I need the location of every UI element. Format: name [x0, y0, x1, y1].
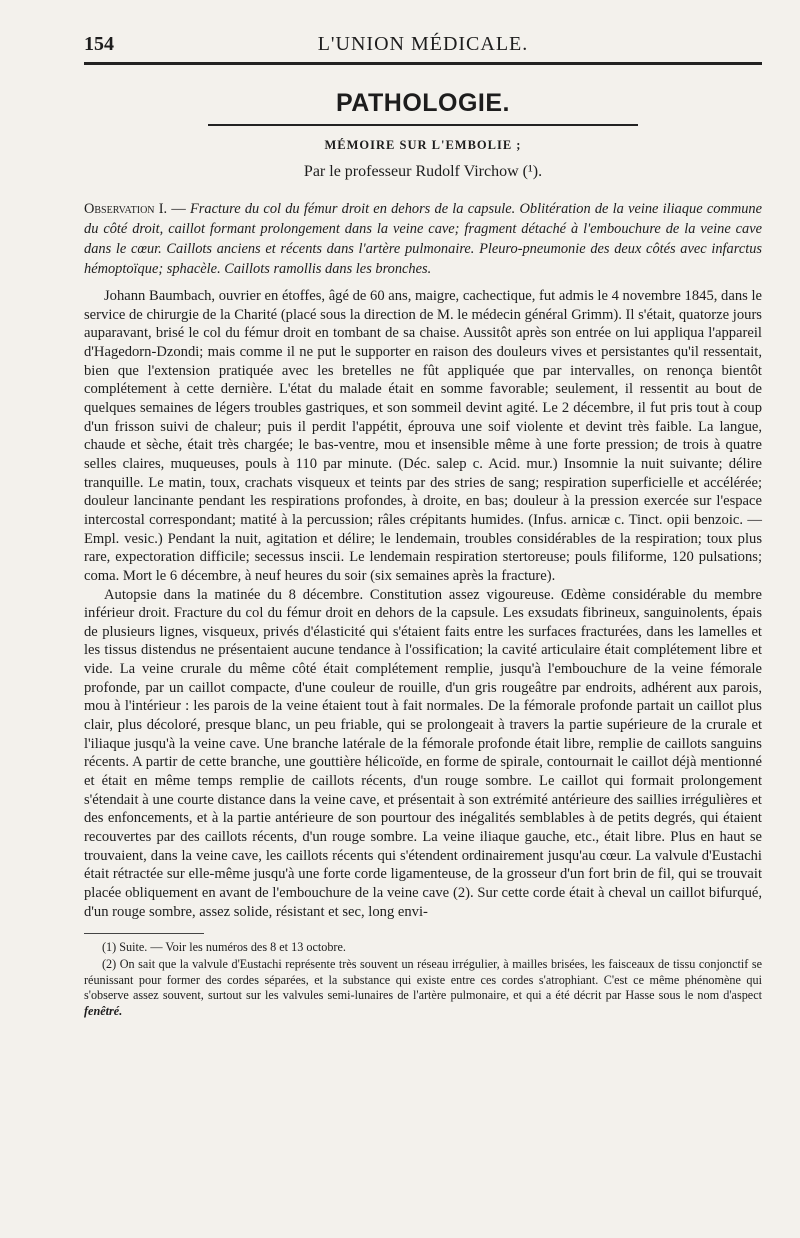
section-title: PATHOLOGIE.	[335, 89, 511, 117]
journal-title: L'UNION MÉDICALE.	[317, 33, 529, 55]
paragraph-case-history: Johann Baumbach, ouvrier en étoffes, âgé de 60 ans, maigre, cachectique, fut admis le 4 novembre 1845, dans le service de chirurgie de la Charité (placé sous la direction de M. le médecin général Grimm). Il s'était, quatorze jours auparavant, brisé le col du fémur droit en tombant de sa chaise. Aussitôt après son entrée on lui appliqua l'appareil d'Hagedorn-Dzondi; mais comme il ne put le supporter en raison des douleurs vives et persistantes qu'il ressentait, bien que l'extension pratiquée avec les bretelles ne fût appliquée que par intervalles, on renonça bientôt complétement à cette dernière. L'état du malade était en somme favorable; seulement, il ressentit au bout de quelques semaines de légers troubles gastriques, et son sommeil devint agité. Le 2 décembre, il fut pris tout à coup d'un frisson suivi de chaleur; puis il perdit l'appétit, éprouva une soif violente et devint très faible. La langue, chaude et sèche, était très chargée; le bas-ventre, mou et insensible même à une forte pression; de trois à quatre selles claires, muqueuses, pouls à 110 par minute. (Déc. salep c. Acid. mur.) Insomnie la nuit suivante; délire tranquille. Le matin, toux, crachats visqueux et teints par des stries de sang; respiration superficielle et accélérée; douleur lancinante pendant les respirations profondes, à droite, en bas; douleur à la pression exercée sur l'espace intercostal correspondant; matité à la percussion; râles crépitants humides. (Infus. arnicæ c. Tinct. opii benzoic. — Empl. vesic.) Pendant la nuit, agitation et délire; le lendemain, troubles considérables de la respiration; toux plus rare, expectoration difficile; secessus inscii. Le lendemain respiration stertoreuse; pouls filiforme, 120 pulsations; coma. Mort le 6 décembre, à neuf heures du soir (six semaines après la fracture).	[84, 288, 762, 584]
memoir-title: MÉMOIRE SUR L'EMBOLIE ;	[324, 138, 522, 152]
footnotes	[84, 940, 762, 1020]
page-number: 154	[84, 33, 114, 55]
observation-text: Fracture du col du fémur droit en dehors de la capsule. Oblitération de la veine iliaque commune du côté droit, caillot formant prolongement dans la veine cave; fragment détaché à l'embouchure de la veine cave dans le cœur. Caillots anciens et récents dans l'artère pulmonaire. Pleuro-pneumonie des deux côtés avec infarctus hémoptoïque; sphacèle. Caillots ramollis dans les bronches.	[84, 201, 762, 277]
footnote-1: (1) Suite. — Voir les numéros des 8 et 13 octobre.	[102, 940, 346, 955]
observation-summary	[84, 199, 762, 279]
footnote-2	[84, 957, 762, 1020]
observation-lead: Observation I. —	[84, 201, 186, 217]
footnote-2-term: fenêtré.	[84, 1004, 123, 1019]
footnote-rule	[84, 933, 204, 934]
running-head	[84, 0, 762, 65]
footnote-2-text: (2) On sait que la valvule d'Eustachi représente très souvent un réseau irrégulier, à mailles brisées, les faisceaux de tissu conjonctif se réunissant pour former des cordes séparées, et la substance qui existe entre ces cordes s'atrophiant. C'est ce même phénomène qui s'observe assez souvent, surtout sur les valvules semi-lunaires de l'artère pulmonaire, et qui a été décrit par Hasse sous le nom d'aspect	[84, 957, 762, 1003]
memoir-author: Par le professeur Rudolf Virchow (¹).	[303, 163, 543, 180]
title-rule	[208, 124, 638, 126]
article-body	[84, 287, 762, 921]
paragraph-autopsy: Autopsie dans la matinée du 8 décembre. Constitution assez vigoureuse. Œdème considérable du membre inférieur droit. Fracture du col du fémur droit en dehors de la capsule. Les exsudats fibrineux, sanguinolents, épais de plusieurs lignes, visqueux, privés d'élasticité qui s'étaient faits entre les surfaces fracturées, dans les lamelles et les tissus distendus ne présentaient aucune tendance à l'ossification; la cavité articulaire était complétement libre et vide. La veine crurale du même côté était complétement remplie, jusqu'à l'embouchure de la veine fémorale profonde, par un caillot compacte, d'une couleur de rouille, d'un gris rougeâtre par endroits, adhérent aux parois, mou à l'intérieur : les parois de la veine étaient tout à fait normales. De la fémorale profonde partait un caillot plus clair, plus décoloré, presque blanc, un peu friable, qui se prolongeait à travers la partie supérieure de la crurale et l'iliaque jusqu'à la veine cave. Une branche latérale de la fémorale profonde était libre, remplie de caillots sanguins récents. A partir de cette branche, une gouttière hélicoïde, en forme de spirale, contournait le caillot déjà mentionné et était en même temps remplie de caillots récents, d'un rouge sombre. Le caillot qui formait prolongement s'étendait à une courte distance dans la veine cave, et présentait à son extrémité antérieure des saillies irrégulières et des enfoncements, et à la partie antérieure de son pourtour des inégalités semblables à de petits degrés, qui étaient recouvertes par des caillots récents, d'un rouge sombre. La veine iliaque gauche, etc., était libre. Plus en haut se trouvaient, dans la veine cave, les caillots récents qui s'étendent ordinairement jusqu'au cœur. La valvule d'Eustachi était rétractée sur elle-même jusqu'à une forte corde ligamenteuse, de la grosseur d'un fort brin de fil, qui se trouvait placée obliquement en avant de l'embouchure de la veine cave (2). Sur cette corde était à cheval un caillot bifurqué, d'un rouge sombre, assez solide, résistant et sec, long envi-	[84, 586, 762, 920]
